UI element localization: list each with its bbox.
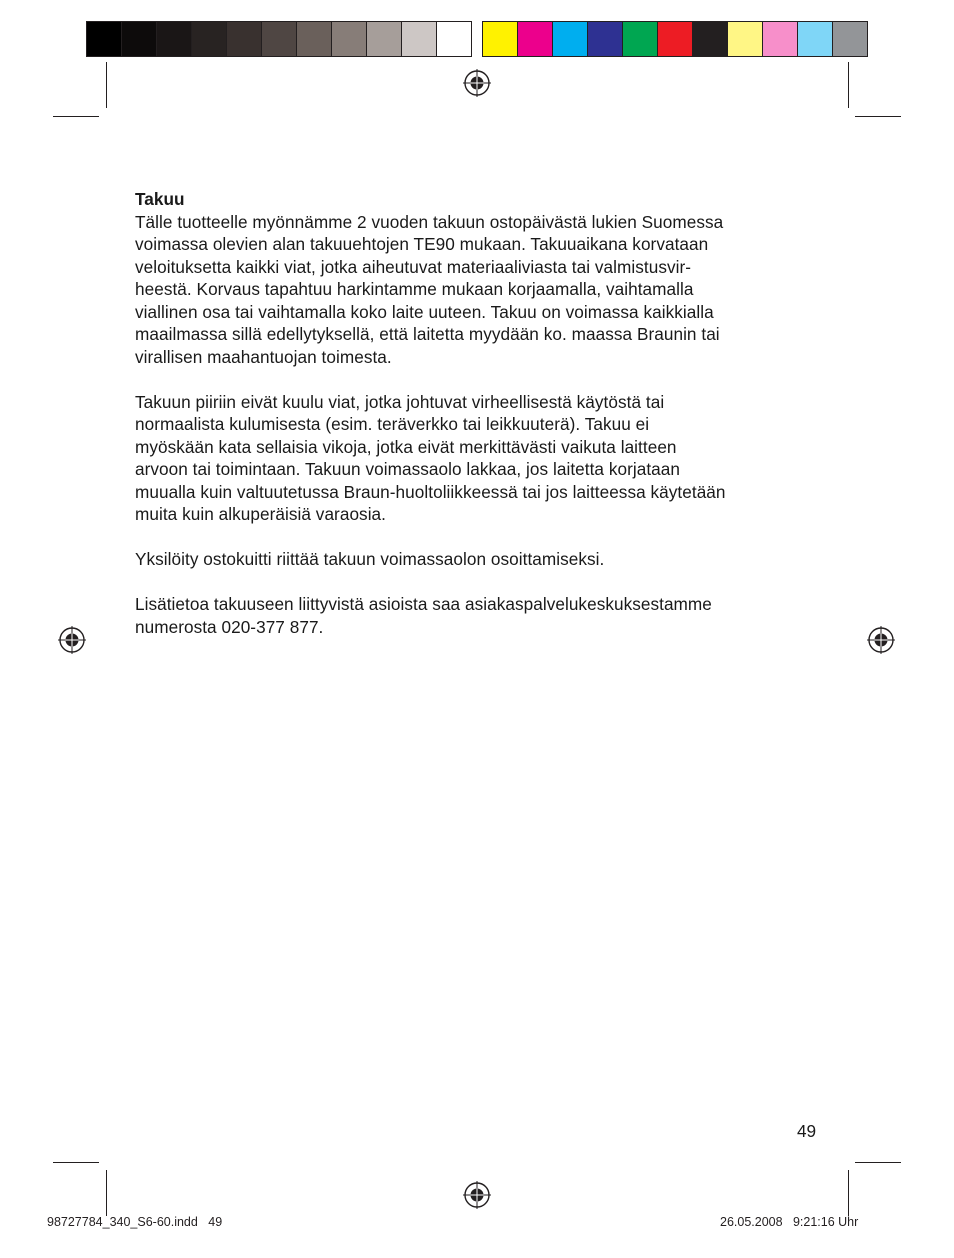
slug-file-info: 98727784_340_S6-60.indd 49 [47, 1215, 223, 1229]
paragraph-line: maailmassa sillä edellytyksellä, että laitetta myydään ko. maassa Braunin tai [135, 324, 720, 344]
process-swatch [553, 22, 588, 56]
paragraph-line: muualla kuin valtuutetussa Braun-huoltoliikkeessä tai jos laitteessa käytetään [135, 481, 726, 502]
paragraph-line: Yksilöity ostokuitti riittää takuun voimassaolon osoittamiseksi. [135, 549, 605, 569]
process-swatch [798, 22, 833, 56]
section-heading: Takuu [135, 189, 185, 209]
process-swatch [728, 22, 763, 56]
process-swatch [518, 22, 553, 56]
process-color-bar [482, 21, 868, 57]
crop-mark-bottom-left-horizontal [53, 1162, 99, 1163]
registration-mark-icon [462, 68, 492, 98]
crop-mark-bottom-left-vertical [106, 1170, 107, 1216]
paragraph-line: arvoon tai toimintaan. Takuun voimassaolo lakkaa, jos laitetta korjataan [135, 459, 680, 479]
paragraph [135, 548, 825, 571]
grayscale-swatch [122, 22, 157, 56]
grayscale-swatch [192, 22, 227, 56]
process-swatch [623, 22, 658, 56]
grayscale-swatch [297, 22, 332, 56]
process-swatch [483, 22, 518, 56]
crop-mark-top-right-vertical [848, 62, 849, 108]
grayscale-swatch [402, 22, 437, 56]
paragraph-line: voimassa olevien alan takuuehtojen TE90 mukaan. Takuuaikana korvataan [135, 234, 709, 254]
process-swatch [658, 22, 693, 56]
paragraph [135, 593, 825, 638]
paragraph-line: virallisen maahantuojan toimesta. [135, 346, 392, 367]
grayscale-swatch [157, 22, 192, 56]
paragraph-line: normaalista kulumisesta (esim. teräverkko tai leikkuuterä). Takuu ei [135, 414, 650, 434]
paragraph-line: heestä. Korvaus tapahtuu harkintamme mukaan korjaamalla, vaihtamalla [135, 279, 694, 299]
paragraph-line: myöskään kata sellaisia vikoja, jotka eivät merkittävästi vaikuta laitteen [135, 436, 677, 457]
grayscale-color-bar [86, 21, 472, 57]
crop-mark-top-left-vertical [106, 62, 107, 108]
registration-mark-icon [57, 625, 87, 655]
paragraph-line: veloituksetta kaikki viat, jotka aiheutuvat materiaaliviasta tai valmistusvir- [135, 256, 692, 277]
warranty-section [135, 188, 825, 661]
process-swatch [763, 22, 798, 56]
paragraph-line: numerosta 020-377 877. [135, 616, 324, 637]
process-swatch [588, 22, 623, 56]
registration-mark-icon [462, 1180, 492, 1210]
paragraph-line: Tälle tuotteelle myönnämme 2 vuoden takuun ostopäivästä lukien Suomessa [135, 211, 724, 232]
paragraph [135, 211, 825, 369]
grayscale-swatch [262, 22, 297, 56]
process-swatch [833, 22, 867, 56]
paragraph-line: Takuun piiriin eivät kuulu viat, jotka johtuvat virheellisestä käytöstä tai [135, 391, 665, 412]
paragraph-line: Lisätietoa takuuseen liittyvistä asioista saa asiakaspalvelukeskuksestamme [135, 594, 712, 614]
paragraph-line: viallinen osa tai vaihtamalla koko laite uuteen. Takuu on voimassa kaikkialla [135, 301, 714, 322]
grayscale-swatch [332, 22, 367, 56]
process-swatch [693, 22, 728, 56]
paragraph [135, 391, 825, 526]
paragraph-container [135, 211, 825, 639]
crop-mark-bottom-right-vertical [848, 1170, 849, 1216]
crop-mark-top-right-horizontal [855, 116, 901, 117]
grayscale-swatch [367, 22, 402, 56]
grayscale-swatch [87, 22, 122, 56]
page-number: 49 [797, 1121, 817, 1141]
crop-mark-bottom-right-horizontal [855, 1162, 901, 1163]
paragraph-line: muita kuin alkuperäisiä varaosia. [135, 504, 386, 524]
grayscale-swatch [227, 22, 262, 56]
slug-timestamp: 26.05.2008 9:21:16 Uhr [720, 1215, 859, 1229]
grayscale-swatch [437, 22, 471, 56]
registration-mark-icon [866, 625, 896, 655]
crop-mark-top-left-horizontal [53, 116, 99, 117]
